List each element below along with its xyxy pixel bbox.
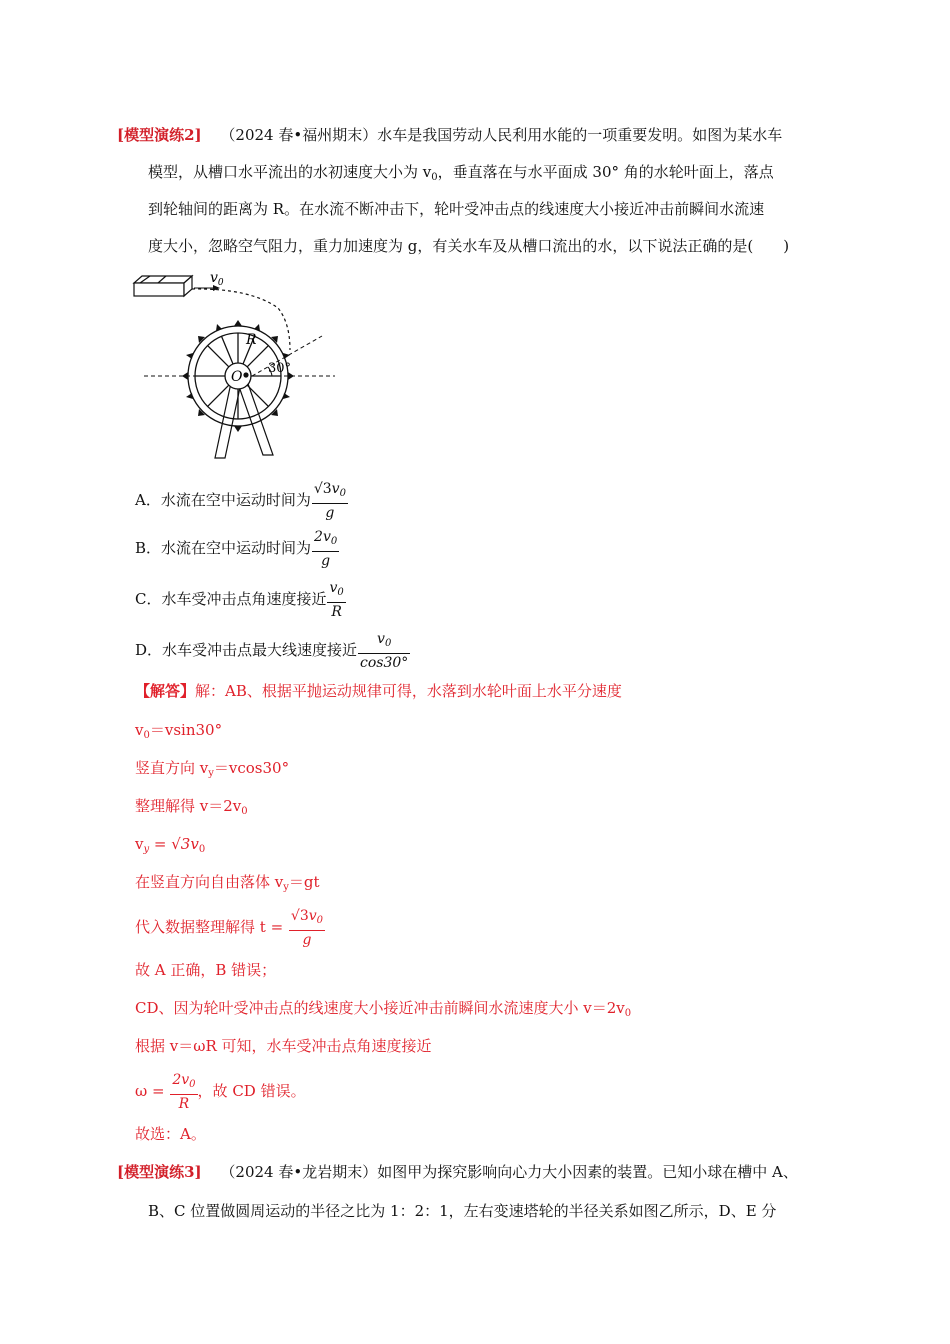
problem2-line3: 到轮轴间的距离为 R。在水流不断冲击下，轮叶受冲击点的线速度大小接近冲击前瞬间水流速 (148, 200, 765, 218)
problem2-tag: [模型演练2] (117, 126, 202, 144)
trough (134, 276, 192, 296)
option-b-fraction: $\frac{2v_0}{g}$ (314, 529, 338, 569)
problem3-tag: [模型演练3] (117, 1163, 202, 1181)
problem2-line1 (117, 125, 782, 145)
option-c[interactable]: C．水车受冲击点角速度接近 $\frac{v_0}{R}$ (135, 580, 344, 620)
angle-label: 30° (268, 361, 292, 376)
solution-eq10: ω = $\frac{2v_0}{R}$ ，故 CD 错误。 (135, 1072, 306, 1112)
solution-eq10-fraction: $\frac{2v_0}{R}$ (172, 1072, 196, 1112)
solution-eq6: 代入数据整理解得 t = $\frac{√3v_0}{g}$ (135, 908, 324, 948)
option-b[interactable]: B．水流在空中运动时间为 $\frac{2v_0}{g}$ (135, 529, 338, 569)
v0-label: $v_0$ (210, 270, 224, 288)
solution-answer: 故选：A。 (135, 1125, 206, 1143)
problem2-text-1: （2024 春•福州期末）水车是我国劳动人民利用水能的一项重要发明。如图为某水车 (220, 126, 783, 144)
option-a-fraction: $\frac{√3v_0}{g}$ (313, 481, 346, 521)
solution-eq1: $v_0=vsin30^\circ$ (135, 721, 223, 741)
solution-eq3: 整理解得 $v=2v_0$ (135, 797, 248, 817)
problem3-line1 (117, 1162, 798, 1182)
solution-eq4: $v_y = √3v_0$ (135, 835, 206, 855)
solution-eq9: 根据 v＝ωR 可知，水车受冲击点角速度接近 (135, 1037, 432, 1055)
option-d[interactable]: D．水车受冲击点最大线速度接近 $\frac{v_0}{\cos 30^\circ}$ (135, 631, 409, 671)
solution-eq7: 故 A 正确，B 错误； (135, 961, 277, 979)
problem3-line2: B、C 位置做圆周运动的半径之比为 1：2：1，左右变速塔轮的半径关系如图乙所示，D、E 分 (148, 1202, 777, 1220)
option-a[interactable]: A．水流在空中运动时间为 $\frac{√3v_0}{g}$ (135, 481, 346, 521)
solution-eq6-fraction: $\frac{√3v_0}{g}$ (290, 908, 324, 948)
solution-eq2: 竖直方向 $v_y=vcos30^\circ$ (135, 759, 290, 779)
problem2-line2: 模型，从槽口水平流出的水初速度大小为 $v_0$，垂直落在与水平面成 30° 角的水轮叶面上，落点 (148, 163, 774, 183)
option-c-fraction: $\frac{v_0}{R}$ (329, 580, 344, 620)
problem3-text-1: （2024 春•龙岩期末）如图甲为探究影响向心力大小因素的装置。已知小球在槽中 A、 (220, 1163, 798, 1181)
problem2-line4: 度大小，忽略空气阻力，重力加速度为 g，有关水车及从槽口流出的水，以下说法正确的是( ) (148, 237, 790, 255)
r-label: R (246, 332, 257, 348)
solution-eq8: CD、因为轮叶受冲击点的线速度大小接近冲击前瞬间水流速度大小 $v=2v_0$ (135, 999, 632, 1019)
o-label: O (231, 369, 243, 385)
solution-eq5: 在竖直方向自由落体 $v_y=gt$ (135, 873, 320, 893)
water-wheel-figure (130, 268, 345, 468)
option-d-fraction: $\frac{v_0}{\cos 30^\circ}$ (360, 631, 409, 671)
solution-head: 【解答】解：AB、根据平抛运动规律可得，水落到水轮叶面上水平分速度 (135, 682, 622, 700)
